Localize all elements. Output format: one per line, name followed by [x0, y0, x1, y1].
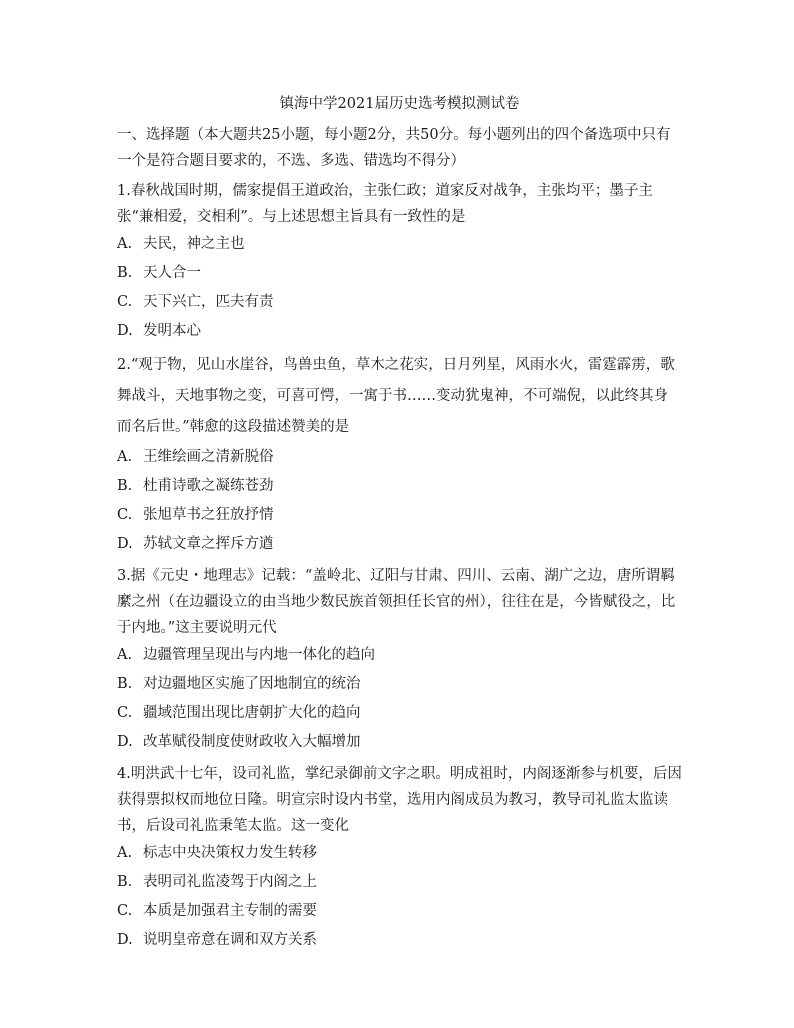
option-letter: A.	[117, 236, 133, 252]
question-stem: 4.明洪武十七年，设司礼监，掌纪录御前文字之职。明成祖时，内阁逐渐参与机要，后因获得票拟权而地位日隆。明宣宗时设内书堂，选用内阁成员为教习，教导司礼监太监读书，后设司礼监秉笔太监。这一变化	[117, 766, 682, 834]
option-a	[117, 843, 682, 863]
option-a	[117, 234, 682, 254]
question-3	[117, 563, 682, 752]
option-letter: D.	[117, 734, 133, 750]
option-text: 标志中央决策权力发生转移	[143, 845, 317, 861]
question-stem: 3.据《元史・地理志》记载：“盖岭北、辽阳与甘肃、四川、云南、湖广之边，唐所谓羁縻之州（在边疆设立的由当地少数民族首领担任长官的州），往往在是，今皆赋役之，比于内地。”这主要说明元代	[117, 568, 676, 636]
option-letter: D.	[117, 536, 133, 552]
option-d	[117, 534, 682, 554]
option-d	[117, 732, 682, 752]
question-1	[117, 178, 682, 341]
option-b	[117, 476, 682, 496]
exam-title: 镇海中学2021届历史选考模拟测试卷	[279, 96, 520, 112]
exam-page	[117, 95, 682, 959]
option-letter: B.	[117, 265, 133, 281]
option-letter: A.	[117, 845, 133, 861]
option-letter: C.	[117, 705, 133, 721]
option-b	[117, 872, 682, 892]
question-4	[117, 761, 682, 950]
option-letter: D.	[117, 323, 133, 339]
option-text: 本质是加强君主专制的需要	[143, 903, 317, 919]
option-text: 发明本心	[143, 323, 201, 339]
option-letter: A.	[117, 647, 133, 663]
option-letter: C.	[117, 903, 133, 919]
option-text: 改革赋役制度使财政收入大幅增加	[143, 734, 361, 750]
option-text: 杜甫诗歌之凝练苍劲	[143, 478, 274, 494]
option-letter: C.	[117, 294, 133, 310]
option-letter: A.	[117, 449, 133, 465]
option-letter: B.	[117, 874, 133, 890]
question-stem: 1.春秋战国时期，儒家提倡王道政治，主张仁政；道家反对战争，主张均平；墨子主张“兼相爱，交相利”。与上述思想主旨具有一致性的是	[117, 183, 653, 225]
section-heading: 一、选择题（本大题共25小题，每小题2分，共50分。每小题列出的四个备选项中只有一个是符合题目要求的，不选、多选、错选均不得分）	[117, 127, 671, 169]
option-text: 边疆管理呈现出与内地一体化的趋向	[143, 647, 375, 663]
option-text: 天下兴亡，匹夫有责	[143, 294, 274, 310]
option-text: 苏轼文章之挥斥方遒	[143, 536, 274, 552]
question-2	[117, 350, 682, 554]
option-text: 说明皇帝意在调和双方关系	[143, 932, 317, 948]
option-d	[117, 321, 682, 341]
option-c	[117, 505, 682, 525]
option-letter: C.	[117, 507, 133, 523]
option-d	[117, 930, 682, 950]
option-c	[117, 292, 682, 312]
option-b	[117, 263, 682, 283]
option-b	[117, 674, 682, 694]
option-letter: D.	[117, 932, 133, 948]
option-text: 夫民，神之主也	[143, 236, 245, 252]
question-stem: 2.“观于物，见山水崖谷，鸟兽虫鱼，草木之花实，日月列星，风雨水火，雷霆霹雳，歌舞战斗，天地事物之变，可喜可愕，一寓于书……变动犹鬼神，不可端倪，以此终其身而名后世。”韩愈的这段描述赞美的是	[117, 357, 675, 435]
option-text: 王维绘画之清新脱俗	[143, 449, 274, 465]
option-a	[117, 447, 682, 467]
option-text: 表明司礼监凌驾于内阁之上	[143, 874, 317, 890]
option-text: 天人合一	[143, 265, 201, 281]
option-letter: B.	[117, 676, 133, 692]
option-c	[117, 703, 682, 723]
option-text: 疆域范围出现比唐朝扩大化的趋向	[143, 705, 361, 721]
option-text: 对边疆地区实施了因地制宜的统治	[143, 676, 361, 692]
option-a	[117, 645, 682, 665]
option-text: 张旭草书之狂放抒情	[143, 507, 274, 523]
option-letter: B.	[117, 478, 133, 494]
option-c	[117, 901, 682, 921]
